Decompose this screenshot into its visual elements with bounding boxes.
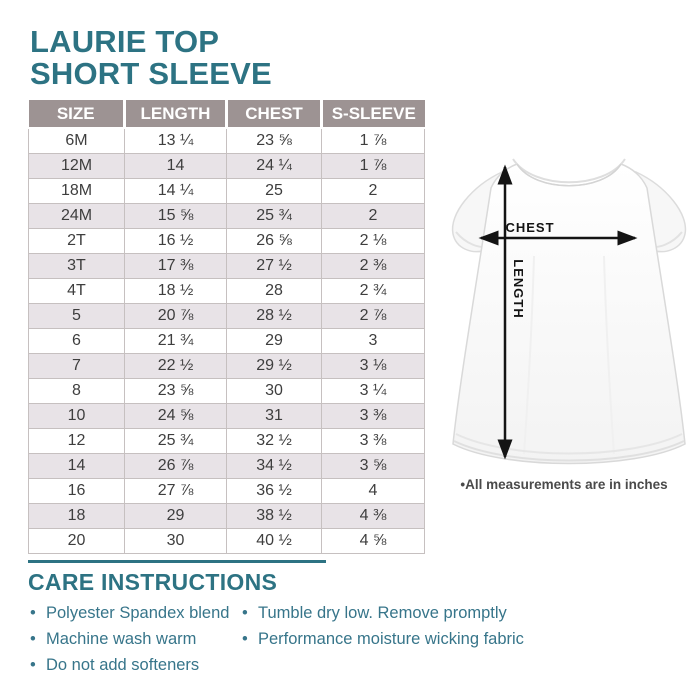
shirt-body <box>453 164 685 464</box>
table-cell: 3 ⅛ <box>322 354 425 379</box>
table-cell: 3 ⅝ <box>322 454 425 479</box>
table-cell: 30 <box>227 379 322 404</box>
table-cell: 21 ¾ <box>125 329 227 354</box>
table-cell: 3 ⅜ <box>322 429 425 454</box>
table-cell: 28 ½ <box>227 304 322 329</box>
table-cell: 23 ⅝ <box>227 128 322 154</box>
table-cell: 26 ⅝ <box>227 229 322 254</box>
table-cell: 12 <box>29 429 125 454</box>
table-row <box>29 179 425 204</box>
table-row <box>29 204 425 229</box>
table-cell: 18M <box>29 179 125 204</box>
table-cell: 12M <box>29 154 125 179</box>
table-cell: 6 <box>29 329 125 354</box>
table-cell: 32 ½ <box>227 429 322 454</box>
table-row <box>29 379 425 404</box>
care-item: • Tumble dry low. Remove promptly <box>240 600 524 626</box>
table-cell: 6M <box>29 128 125 154</box>
table-cell: 2 ¾ <box>322 279 425 304</box>
table-row <box>29 254 425 279</box>
table-cell: 24M <box>29 204 125 229</box>
table-row <box>29 154 425 179</box>
care-item: • Machine wash warm <box>28 626 240 652</box>
table-cell: 4 ⅜ <box>322 504 425 529</box>
shirt-measurement-diagram <box>438 136 700 488</box>
table-cell: 3T <box>29 254 125 279</box>
table-row <box>29 454 425 479</box>
page-title <box>30 26 272 90</box>
table-row <box>29 304 425 329</box>
column-header-size: SIZE <box>29 100 125 128</box>
table-cell: 36 ½ <box>227 479 322 504</box>
table-cell: 30 <box>125 529 227 554</box>
table-cell: 5 <box>29 304 125 329</box>
table-cell: 24 ¼ <box>227 154 322 179</box>
chest-arrow-label: CHEST <box>505 220 555 235</box>
table-cell: 1 ⅞ <box>322 128 425 154</box>
table-cell: 29 <box>125 504 227 529</box>
table-cell: 28 <box>227 279 322 304</box>
table-cell: 26 ⅞ <box>125 454 227 479</box>
table-cell: 27 ½ <box>227 254 322 279</box>
page-title-line2: SHORT SLEEVE <box>30 56 272 91</box>
table-cell: 2 <box>322 204 425 229</box>
table-row <box>29 354 425 379</box>
size-chart-table <box>28 100 425 554</box>
care-list-right <box>240 600 524 678</box>
table-cell: 16 ½ <box>125 229 227 254</box>
care-item: • Do not add softeners <box>28 652 240 678</box>
care-instructions <box>28 600 524 678</box>
table-cell: 23 ⅝ <box>125 379 227 404</box>
column-header-length: LENGTH <box>125 100 227 128</box>
table-cell: 10 <box>29 404 125 429</box>
measurement-units-note: •All measurements are in inches <box>460 477 668 492</box>
table-cell: 22 ½ <box>125 354 227 379</box>
table-cell: 18 ½ <box>125 279 227 304</box>
care-item: • Polyester Spandex blend <box>28 600 240 626</box>
table-cell: 31 <box>227 404 322 429</box>
table-cell: 1 ⅞ <box>322 154 425 179</box>
table-cell: 29 ½ <box>227 354 322 379</box>
table-header-row <box>29 100 425 128</box>
table-cell: 20 <box>29 529 125 554</box>
table-cell: 2 ⅜ <box>322 254 425 279</box>
length-arrow-label: LENGTH <box>511 259 526 319</box>
page-title-line1: LAURIE TOP <box>30 24 220 59</box>
table-row <box>29 404 425 429</box>
table-cell: 27 ⅞ <box>125 479 227 504</box>
table-cell: 20 ⅞ <box>125 304 227 329</box>
table-cell: 25 ¾ <box>125 429 227 454</box>
table-cell: 13 ¼ <box>125 128 227 154</box>
care-section-divider <box>28 560 326 563</box>
care-list-left <box>28 600 240 678</box>
table-cell: 16 <box>29 479 125 504</box>
table-cell: 4 ⅝ <box>322 529 425 554</box>
table-cell: 2 <box>322 179 425 204</box>
table-cell: 14 <box>125 154 227 179</box>
table-cell: 2 ⅛ <box>322 229 425 254</box>
table-row <box>29 529 425 554</box>
table-cell: 25 ¾ <box>227 204 322 229</box>
table-cell: 25 <box>227 179 322 204</box>
table-cell: 2 ⅞ <box>322 304 425 329</box>
table-cell: 8 <box>29 379 125 404</box>
care-instructions-heading: CARE INSTRUCTIONS <box>28 569 278 595</box>
table-row <box>29 329 425 354</box>
column-header-s-sleeve: S-SLEEVE <box>322 100 425 128</box>
column-header-chest: CHEST <box>227 100 322 128</box>
table-cell: 3 <box>322 329 425 354</box>
table-row <box>29 479 425 504</box>
table-row <box>29 128 425 154</box>
table-row <box>29 429 425 454</box>
table-cell: 34 ½ <box>227 454 322 479</box>
table-cell: 14 ¼ <box>125 179 227 204</box>
table-cell: 24 ⅝ <box>125 404 227 429</box>
table-row <box>29 279 425 304</box>
shirt-illustration <box>438 136 700 488</box>
table-cell: 7 <box>29 354 125 379</box>
table-cell: 29 <box>227 329 322 354</box>
table-cell: 4 <box>322 479 425 504</box>
table-row <box>29 229 425 254</box>
care-item: • Performance moisture wicking fabric <box>240 626 524 652</box>
table-cell: 38 ½ <box>227 504 322 529</box>
table-cell: 17 ⅜ <box>125 254 227 279</box>
table-cell: 15 ⅝ <box>125 204 227 229</box>
table-cell: 3 ⅜ <box>322 404 425 429</box>
table-cell: 4T <box>29 279 125 304</box>
table-cell: 3 ¼ <box>322 379 425 404</box>
table-cell: 14 <box>29 454 125 479</box>
table-cell: 2T <box>29 229 125 254</box>
table-cell: 18 <box>29 504 125 529</box>
table-cell: 40 ½ <box>227 529 322 554</box>
table-row <box>29 504 425 529</box>
